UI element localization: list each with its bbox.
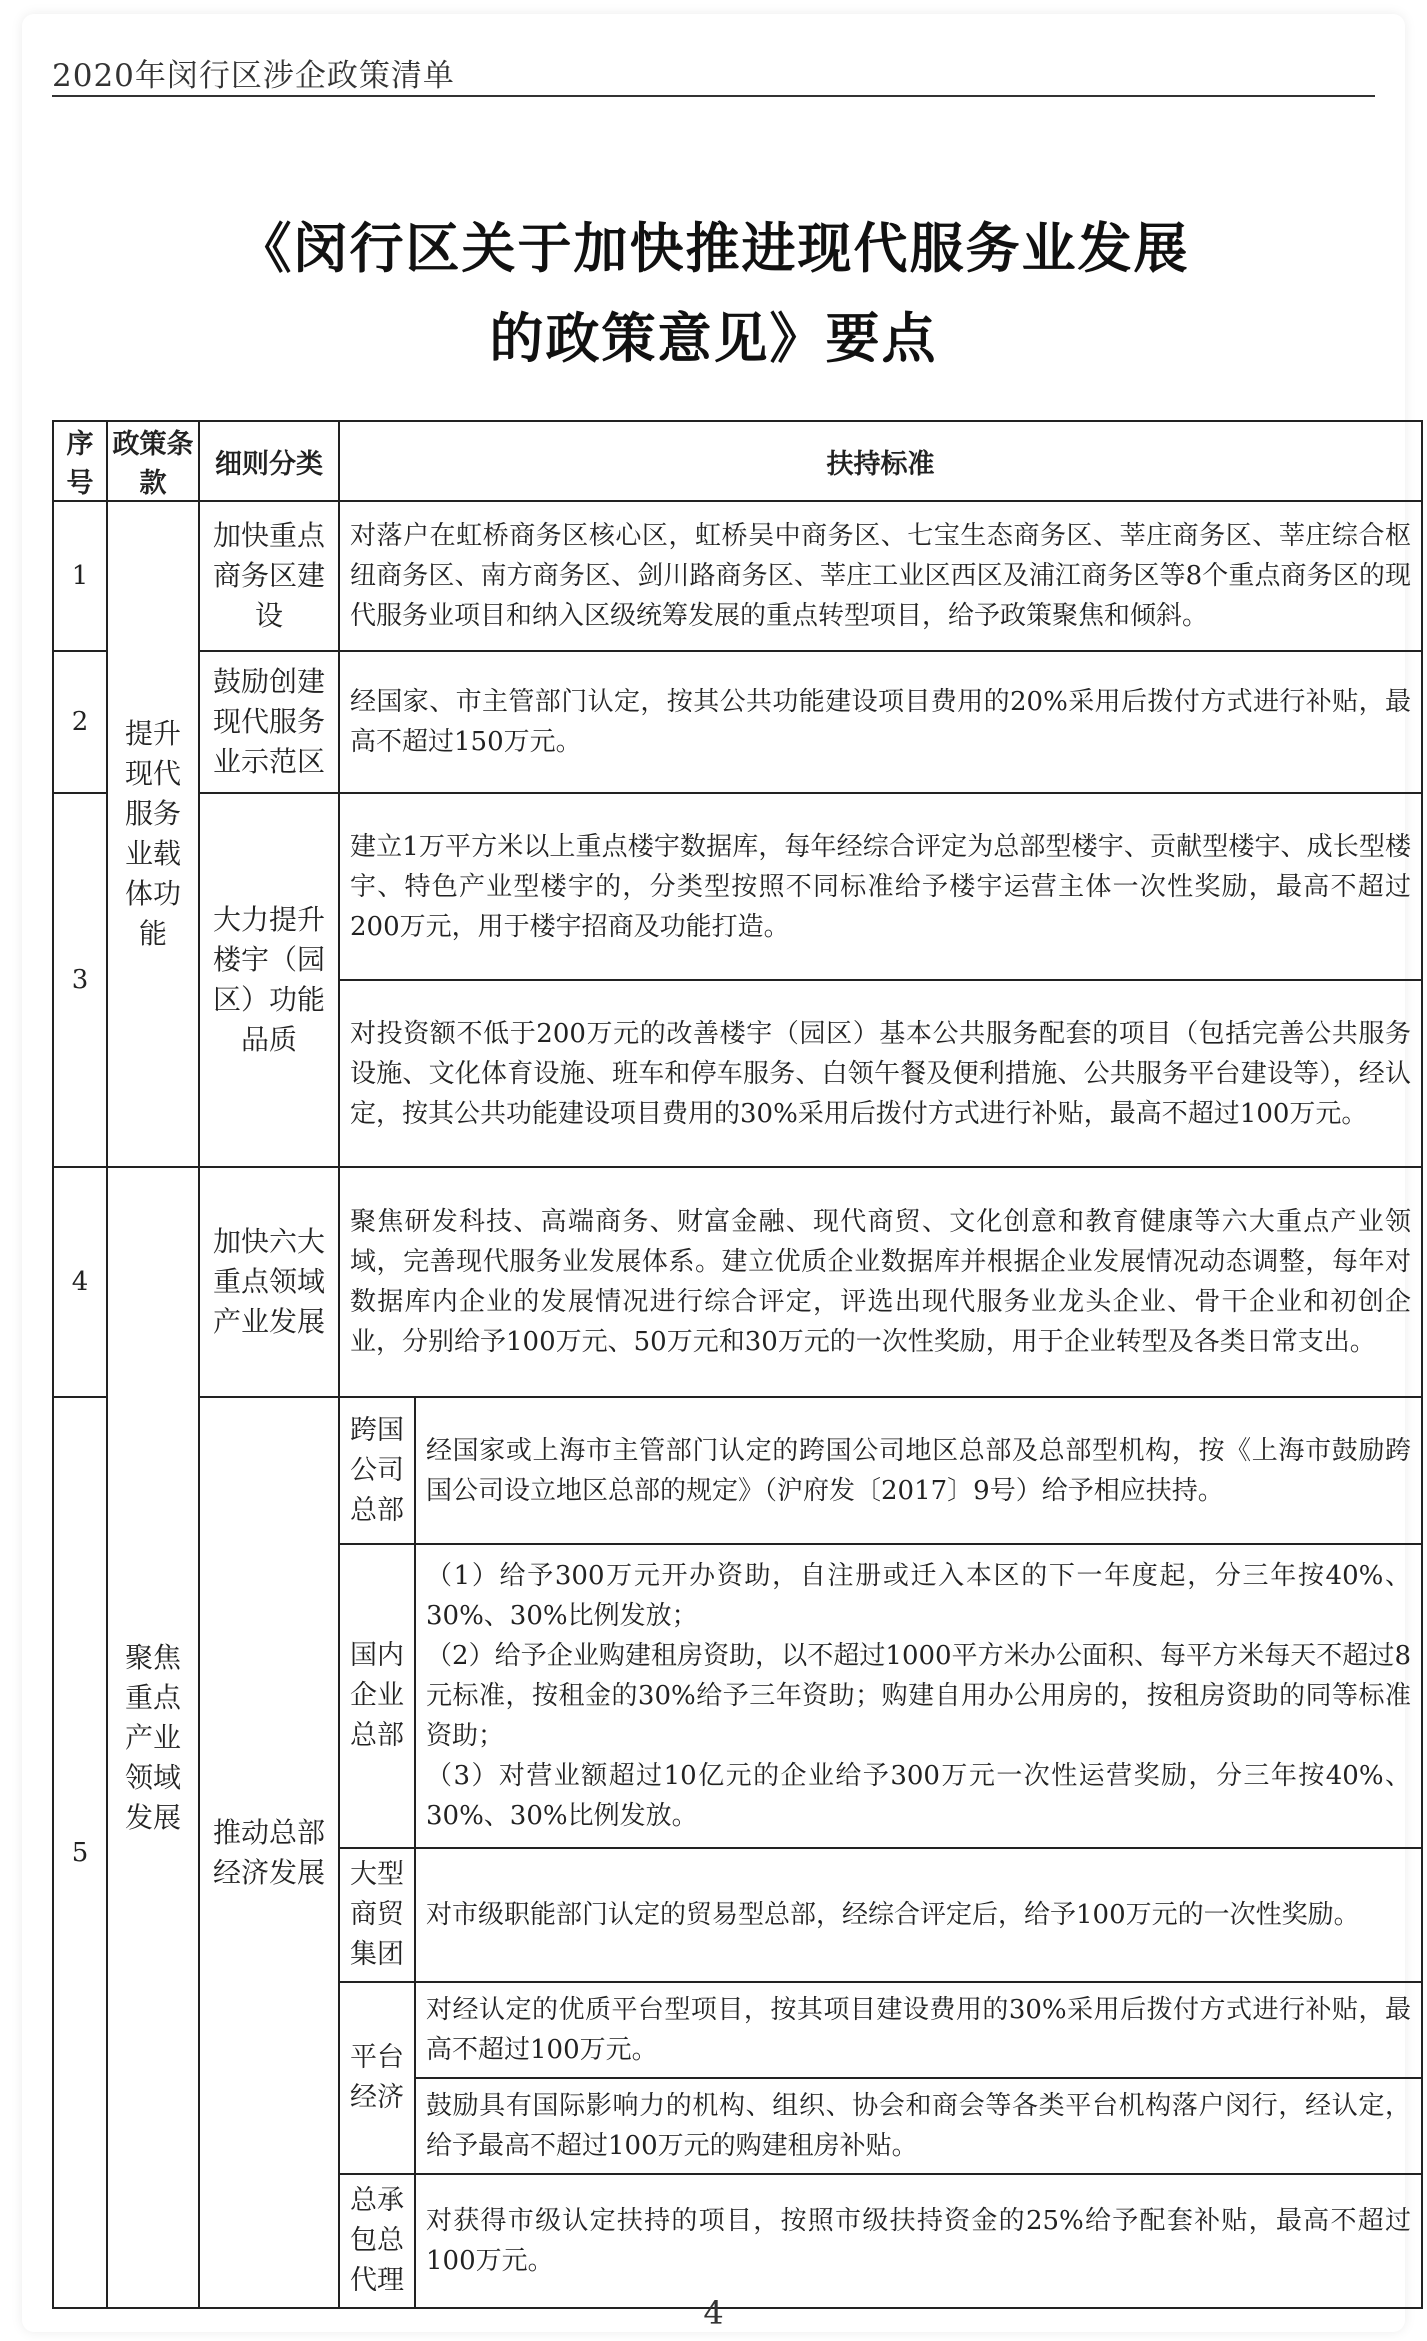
page-number: 4	[703, 2294, 724, 2332]
standard-item: （2）给予企业购建租房资助，以不超过1000平方米办公面积、每平方米每天不超过8元标准，按租金的30%给予三年资助；购建自用办公用房的，按租房资助的同等标准资助；	[426, 1641, 1411, 1751]
row-no: 3	[53, 793, 107, 1167]
header-no: 序号	[53, 421, 107, 501]
table-row	[53, 651, 1422, 793]
clause-cell: 聚焦重点产业领域发展	[107, 1167, 199, 2308]
standard-cell: 经国家、市主管部门认定，按其公共功能建设项目费用的20%采用后拨付方式进行补贴，最高不超过150万元。	[339, 651, 1422, 793]
table-row	[53, 501, 1422, 651]
category-cell: 加快六大重点领域产业发展	[199, 1167, 339, 1397]
standard-cell: 对投资额不低于200万元的改善楼宇（园区）基本公共服务配套的项目（包括完善公共服务设施、文化体育设施、班车和停车服务、白领午餐及便利措施、公共服务平台建设等），经认定，按其公共功能建设项目费用的30%采用后拨付方式进行补贴，最高不超过100万元。	[339, 980, 1422, 1167]
row-no: 4	[53, 1167, 107, 1397]
category-cell: 大力提升楼宇（园区）功能品质	[199, 793, 339, 1167]
subcategory-cell: 跨国公司总部	[339, 1397, 415, 1544]
standard-cell: 对落户在虹桥商务区核心区，虹桥吴中商务区、七宝生态商务区、莘庄商务区、莘庄综合枢纽商务区、南方商务区、剑川路商务区、莘庄工业区西区及浦江商务区等8个重点商务区的现代服务业项目和纳入区级统筹发展的重点转型项目，给予政策聚焦和倾斜。	[339, 501, 1422, 651]
standard-cell: 鼓励具有国际影响力的机构、组织、协会和商会等各类平台机构落户闵行，经认定，给予最高不超过100万元的购建租房补贴。	[415, 2078, 1422, 2174]
header-standard: 扶持标准	[339, 421, 1422, 501]
running-header: 2020年闵行区涉企政策清单	[52, 58, 455, 94]
policy-table	[52, 420, 1423, 2309]
document-title-line1: 《闵行区关于加快推进现代服务业发展	[237, 217, 1190, 280]
standard-cell	[415, 1544, 1422, 1848]
standard-item: （1）给予300万元开办资助，自注册或迁入本区的下一年度起，分三年按40%、30%、30%比例发放；	[426, 1561, 1411, 1631]
table-row	[53, 793, 1422, 980]
clause-cell: 提升现代服务业载体功能	[107, 501, 199, 1167]
header-category: 细则分类	[199, 421, 339, 501]
category-cell: 推动总部经济发展	[199, 1397, 339, 2308]
standard-cell: 对经认定的优质平台型项目，按其项目建设费用的30%采用后拨付方式进行补贴，最高不超过100万元。	[415, 1982, 1422, 2078]
row-no: 1	[53, 501, 107, 651]
standard-cell: 对获得市级认定扶持的项目，按照市级扶持资金的25%给予配套补贴，最高不超过100万元。	[415, 2174, 1422, 2308]
standard-cell: 聚焦研发科技、高端商务、财富金融、现代商贸、文化创意和教育健康等六大重点产业领域，完善现代服务业发展体系。建立优质企业数据库并根据企业发展情况动态调整，每年对数据库内企业的发展情况进行综合评定，评选出现代服务业龙头企业、骨干企业和初创企业，分别给予100万元、50万元和30万元的一次性奖励，用于企业转型及各类日常支出。	[339, 1167, 1422, 1397]
header-rule	[52, 95, 1375, 97]
document-title-line2: 的政策意见》要点	[489, 307, 938, 370]
header-clause: 政策条款	[107, 421, 199, 501]
document-page	[22, 14, 1411, 2332]
subcategory-cell: 大型商贸集团	[339, 1848, 415, 1982]
row-no: 5	[53, 1397, 107, 2308]
table-header-row	[53, 421, 1422, 501]
standard-cell: 建立1万平方米以上重点楼宇数据库，每年经综合评定为总部型楼宇、贡献型楼宇、成长型楼宇、特色产业型楼宇的，分类型按照不同标准给予楼宇运营主体一次性奖励，最高不超过200万元，用于楼宇招商及功能打造。	[339, 793, 1422, 980]
subcategory-cell: 平台经济	[339, 1982, 415, 2174]
standard-item: （3）对营业额超过10亿元的企业给予300万元一次性运营奖励，分三年按40%、30%、30%比例发放。	[426, 1761, 1411, 1831]
standard-cell: 经国家或上海市主管部门认定的跨国公司地区总部及总部型机构，按《上海市鼓励跨国公司设立地区总部的规定》（沪府发〔2017〕9号）给予相应扶持。	[415, 1397, 1422, 1544]
subcategory-cell: 总承包总代理	[339, 2174, 415, 2308]
row-no: 2	[53, 651, 107, 793]
standard-cell: 对市级职能部门认定的贸易型总部，经综合评定后，给予100万元的一次性奖励。	[415, 1848, 1422, 1982]
category-cell: 鼓励创建现代服务业示范区	[199, 651, 339, 793]
subcategory-cell: 国内企业总部	[339, 1544, 415, 1848]
table-row	[53, 1397, 1422, 1544]
category-cell: 加快重点商务区建设	[199, 501, 339, 651]
table-row	[53, 1167, 1422, 1397]
